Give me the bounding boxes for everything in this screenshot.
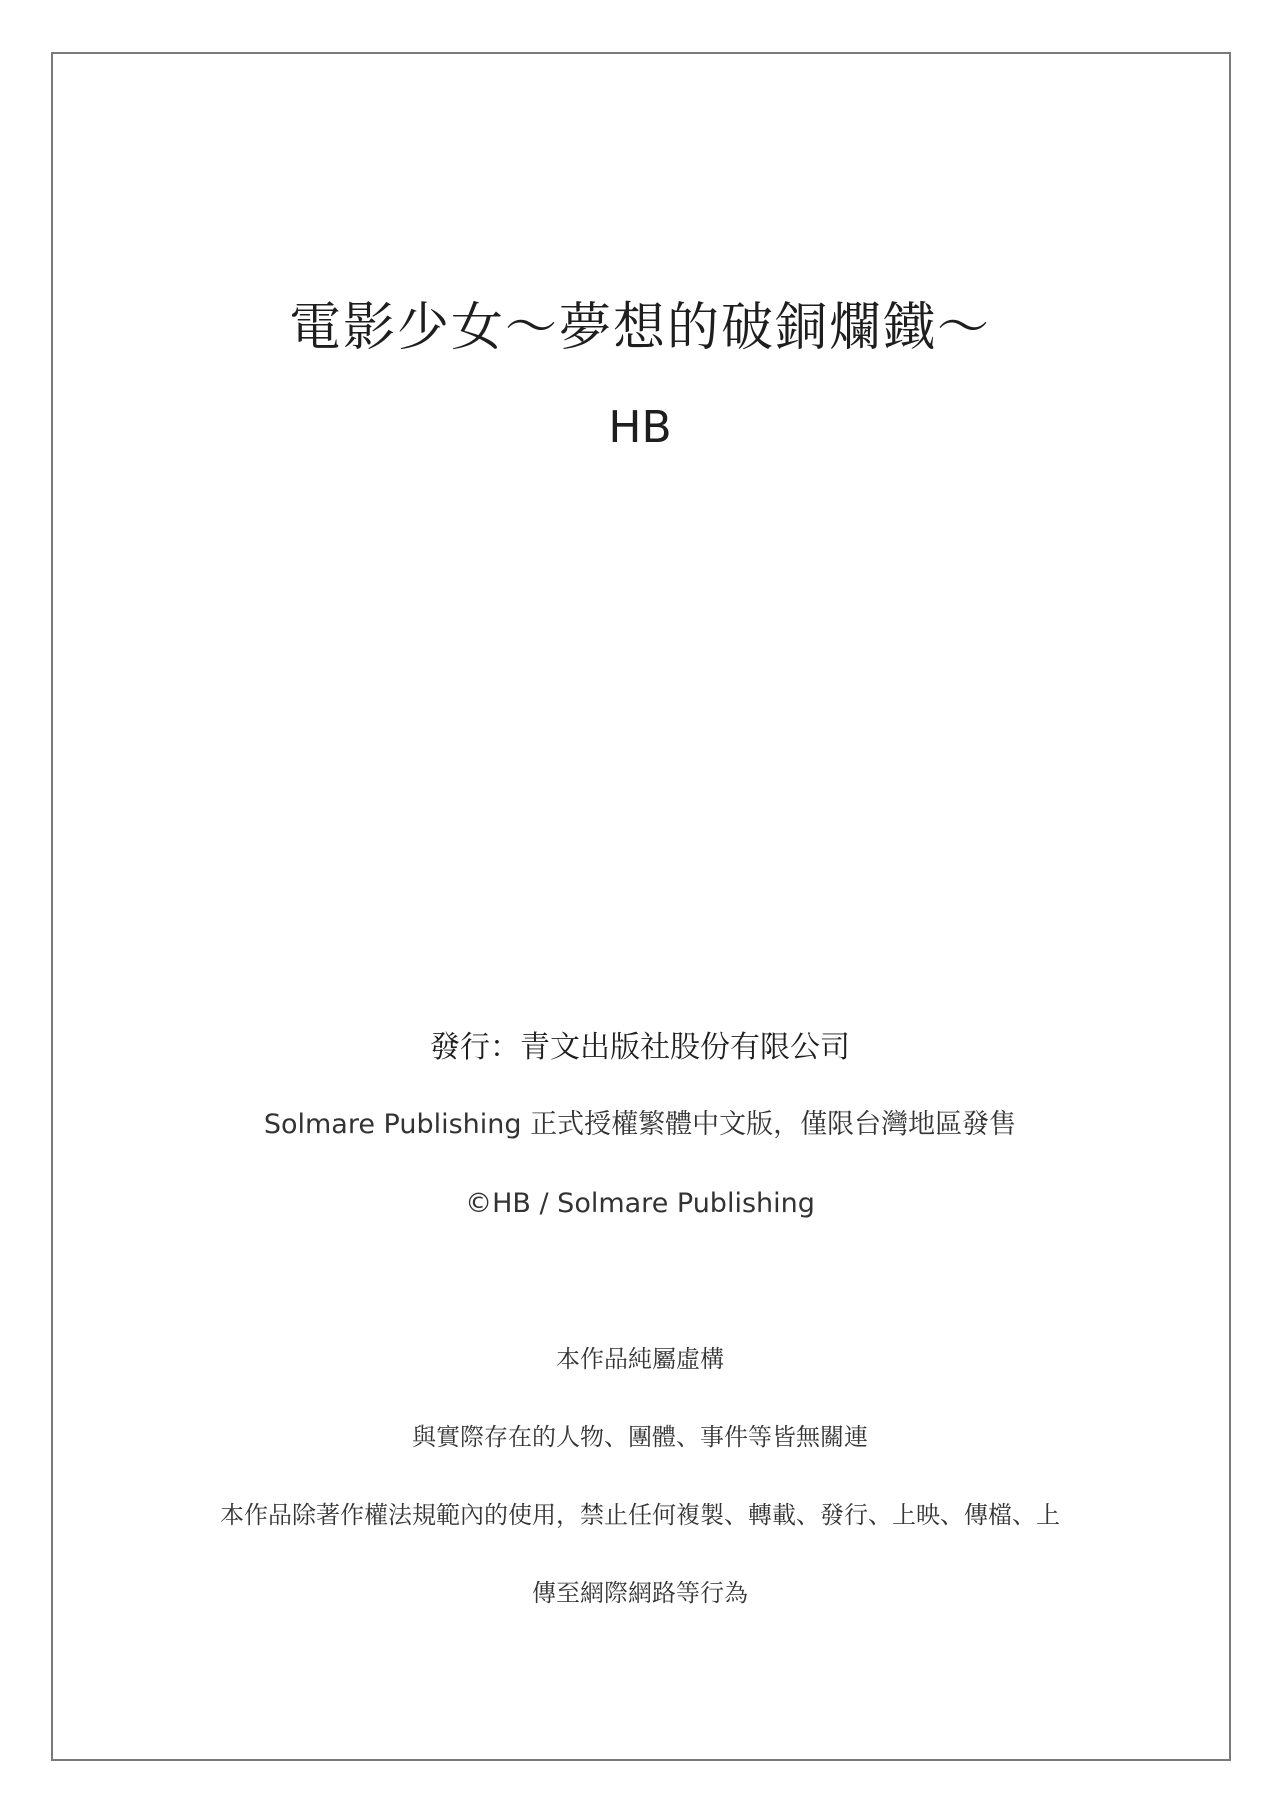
author-name: HB: [608, 402, 672, 453]
publisher-line: 發行：青文出版社股份有限公司: [430, 1030, 850, 1065]
book-title: 電影少女～夢想的破銅爛鐵～: [288, 298, 991, 358]
disclaimer-line: 與實際存在的人物、團體、事件等皆無關連: [412, 1423, 868, 1451]
disclaimer-line: 本作品純屬虛構: [556, 1345, 724, 1373]
disclaimer-line: 本作品除著作權法規範內的使用，禁止任何複製、轉載、發行、上映、傳檔、上: [220, 1501, 1060, 1529]
disclaimer-line: 傳至網際網路等行為: [532, 1579, 748, 1607]
license-line: Solmare Publishing 正式授權繁體中文版，僅限台灣地區發售: [263, 1109, 1017, 1140]
copyright-line: ©HB / Solmare Publishing: [465, 1188, 815, 1219]
